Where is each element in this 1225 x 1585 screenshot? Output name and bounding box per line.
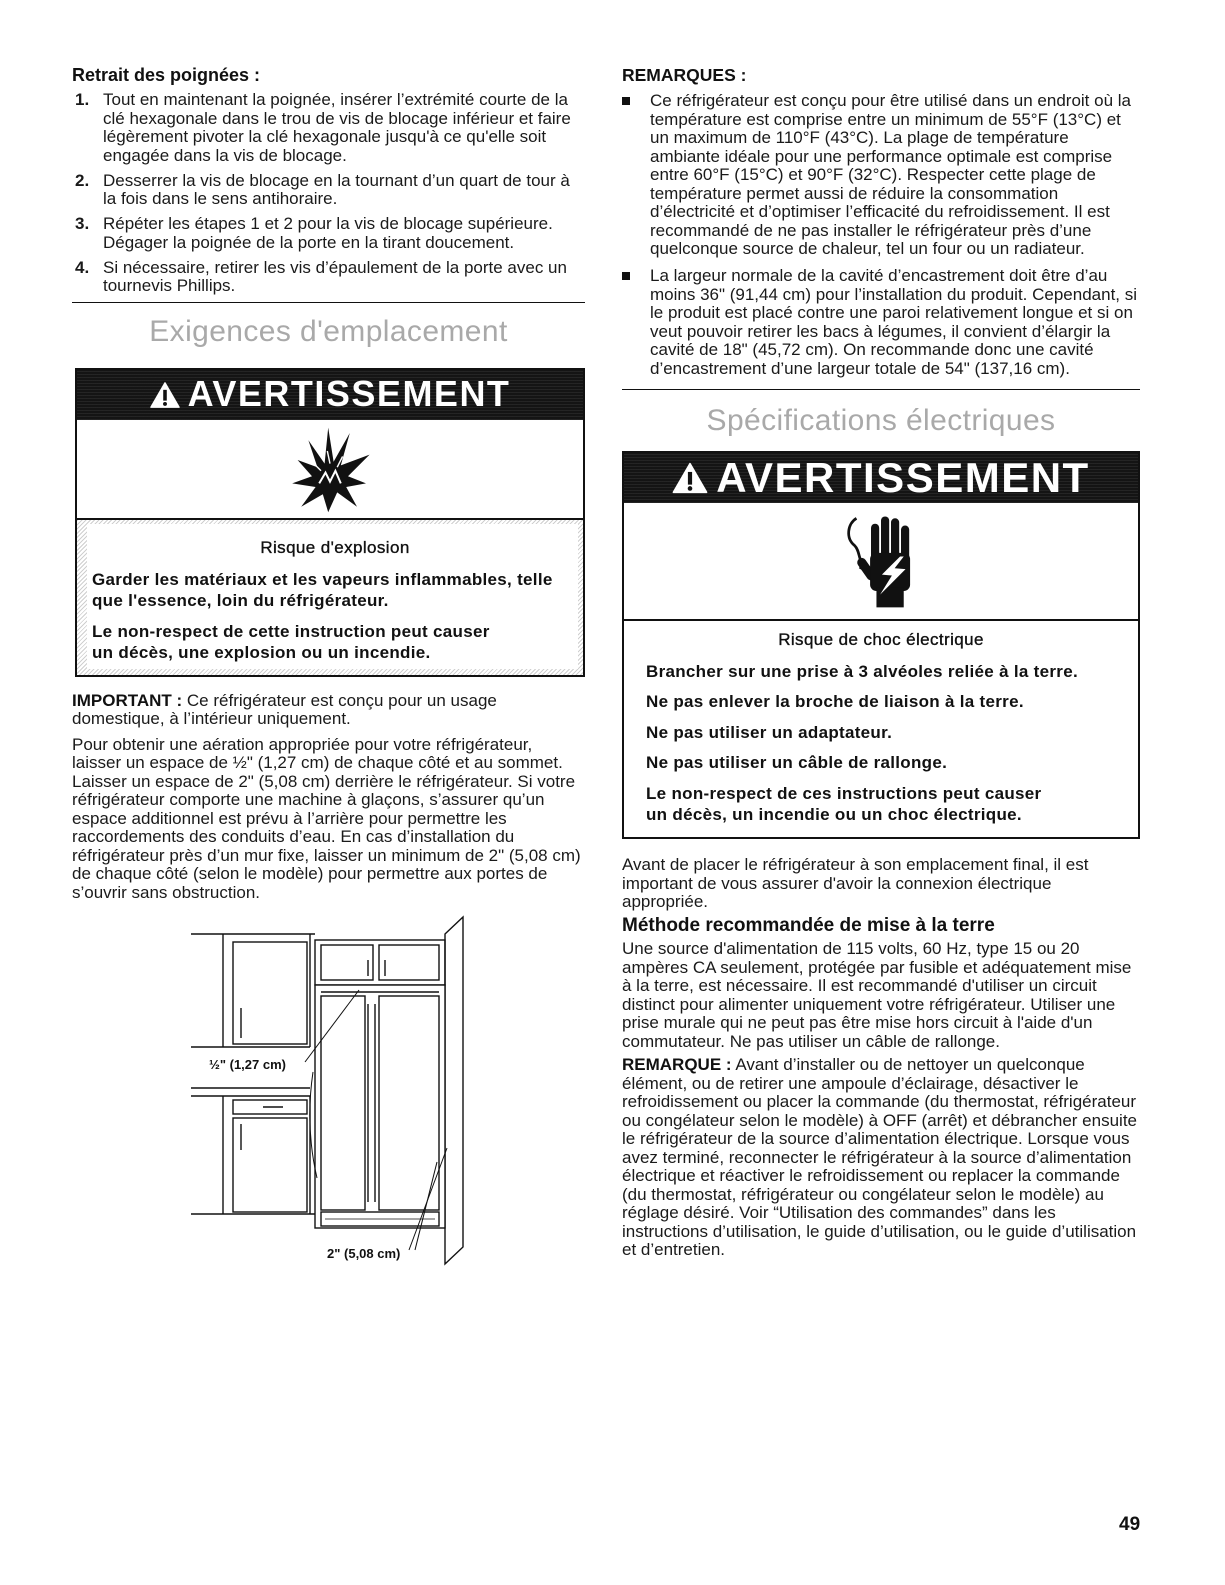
notes-list	[622, 92, 1140, 378]
section-divider	[622, 389, 1140, 390]
note-paragraph	[622, 1056, 1140, 1260]
right-column	[622, 64, 1140, 1260]
note-label: REMARQUE :	[622, 1055, 732, 1074]
explosion-warning-box	[75, 368, 585, 677]
warning-statement	[646, 691, 1138, 712]
electric-shock-icon	[840, 511, 922, 611]
step-number: 1.	[75, 90, 90, 109]
warning-statement-line: Ne pas utiliser un câble de rallonge.	[646, 753, 948, 772]
note-item	[622, 267, 1140, 378]
step-text: Si nécessaire, retirer les vis d’épaulement de la porte avec un tournevis Phillips.	[103, 257, 567, 295]
electrical-requirements-title: Spécifications électriques	[706, 404, 1056, 437]
warning-signal-word: AVERTISSEMENT	[187, 373, 511, 415]
warning-statement-line: Ne pas enlever la broche de liaison à la terre.	[646, 692, 1024, 711]
hazard-title: Risque d'explosion	[260, 537, 410, 557]
clearance-figure	[185, 912, 475, 1267]
warning-statement-line: Garder les matériaux et les vapeurs inflammables, telle	[92, 569, 553, 589]
refrigerator-installation-diagram	[185, 912, 475, 1267]
step-number: 3.	[75, 214, 90, 233]
side-top-clearance-label: ½" (1,27 cm)	[209, 1057, 286, 1072]
step-number: 4.	[75, 257, 90, 277]
important-label: IMPORTANT :	[72, 690, 183, 710]
handle-removal-steps	[72, 91, 585, 296]
warning-statement-line: Le non-respect de ces instructions peut causer	[646, 783, 1042, 803]
warning-text-area	[77, 520, 583, 675]
warning-statement	[646, 752, 1138, 773]
handle-removal-heading: Retrait des poignées :	[72, 65, 261, 85]
warning-triangle-icon	[150, 381, 180, 409]
bullet-marker	[622, 272, 630, 280]
warning-statement	[646, 783, 1138, 825]
location-requirements-title: Exigences d'emplacement	[149, 314, 508, 348]
warning-text-area	[624, 621, 1138, 837]
warning-statement-line: Ne pas utiliser un adaptateur.	[646, 722, 893, 742]
explosion-icon	[285, 424, 375, 514]
section-divider	[72, 302, 585, 303]
warning-text-panel	[87, 524, 578, 669]
warning-statement-line: un décès, un incendie ou un choc électrique.	[646, 804, 1022, 824]
warning-signal-word: AVERTISSEMENT	[716, 453, 1090, 501]
warning-band	[77, 370, 583, 420]
warning-statement-line: un décès, une explosion ou un incendie.	[92, 642, 431, 662]
figure-upper-cabinet	[191, 934, 315, 1047]
note-body: Avant d’installer ou de nettoyer un quelconque élément, ou de retirer une ampoule d’éclairage, désactiver le refroidissement ou placer la commande (du thermostat, réfrigérateur ou congélateur selon le modèle) à OFF (arrêt) et débrancher ensuite le réfrigérateur de la source d’alimentation électrique. Lorsque vous avez terminé, reconnecter le réfrigérateur à la source d’alimentation électrique et réactiver le refroidissement ou replacer la commande (du thermostat, réfrigérateur ou congélateur selon le modèle) au réglage désiré. Voir “Utilisation des commandes” dans les instructions d’utilisation, le guide d’utilisation, ou le guide d’utilisation et d’entretien.	[622, 1055, 1137, 1259]
warning-statement-line: Brancher sur une prise à 3 alvéoles reliée à la terre.	[646, 661, 1078, 681]
step-text: Répéter les étapes 1 et 2 pour la vis de blocage supérieure. Dégager la poignée de la porte en la tirant doucement.	[103, 214, 553, 252]
grounding-paragraph: Une source d'alimentation de 115 volts, 60 Hz, type 15 ou 20 ampères CA seulement, protégée par fusible et adéquatement mise à la terre, est nécessaire. Il est recommandé d'utiliser un circuit distinct pour alimenter uniquement votre réfrigérateur. Utiliser une prise murale qui ne peut pas être mise hors circuit à l'aide d'un commutateur. Ne pas utiliser un câble de rallonge.	[622, 939, 1132, 1051]
warning-icon-area	[77, 420, 583, 520]
bullet-marker	[622, 97, 630, 105]
step-text: Desserrer la vis de blocage en la tournant d’un quart de tour à la fois dans le sens antihoraire.	[103, 170, 570, 208]
page-number: 49	[1119, 1514, 1141, 1535]
important-paragraph	[72, 692, 585, 729]
warning-statement	[92, 569, 578, 611]
warning-triangle-icon	[672, 462, 708, 494]
electric-shock-warning-box	[622, 451, 1140, 839]
warning-statement	[646, 722, 1138, 743]
rear-clearance-label: 2" (5,08 cm)	[327, 1246, 401, 1261]
warning-statement	[646, 661, 1138, 682]
electrical-intro-paragraph: Avant de placer le réfrigérateur à son emplacement final, il est important de vous assurer d'avoir la connexion électrique appropriée.	[622, 855, 1089, 911]
clearance-paragraph: Pour obtenir une aération appropriée pour votre réfrigérateur, laisser un espace de ½" (1,27 cm) de chaque côté et au sommet. Laisser un espace de 2" (5,08 cm) derrière le réfrigérateur. Si votre réfrigérateur comporte une machine à glaçons, s’assurer qu’un espace additionnel est prévu à l’arrière pour permettre les raccordements des conduits d’eau. En cas d’installation du réfrigérateur près d’un mur fixe, laisser un minimum de 2" (5,08 cm) de chaque côté (selon le modèle) pour permettre aux portes de s’ouvrir sans obstruction.	[72, 734, 581, 902]
note-item	[622, 92, 1140, 259]
grounding-method-heading: Méthode recommandée de mise à la terre	[622, 915, 995, 936]
warning-statement-line: Le non-respect de cette instruction peut causer	[92, 621, 490, 641]
step-item	[72, 259, 585, 296]
warning-statement	[92, 621, 578, 663]
note-text: Ce réfrigérateur est conçu pour être utilisé dans un endroit où la température est comprise entre un minimum de 55°F (13°C) et un maximum de 110°F (43°C). La plage de température ambiante idéale pour une performance optimale est comprise entre 60°F (15°C) et 90°F (32°C). Respecter cette plage de température permet aussi de réduire la consommation d’électricité et d’optimiser l’efficacité du refroidissement. Il est recommandé de ne pas installer le réfrigérateur près d’une quelconque source de chaleur, tel un four ou un radiateur.	[650, 91, 1131, 258]
step-item	[72, 215, 585, 252]
step-item	[72, 91, 585, 165]
hazard-title: Risque de choc électrique	[778, 630, 984, 649]
figure-lower-cabinet	[191, 1088, 315, 1214]
warning-statement-line: que l'essence, loin du réfrigérateur.	[92, 590, 389, 610]
notes-heading: REMARQUES :	[622, 65, 747, 85]
step-number: 2.	[75, 170, 90, 190]
warning-band	[624, 453, 1138, 503]
figure-side-panel	[445, 917, 463, 1264]
step-item	[72, 172, 585, 209]
figure-top-cabinet	[315, 940, 445, 985]
figure-refrigerator	[315, 985, 445, 1228]
left-column	[72, 64, 585, 1267]
step-text: Tout en maintenant la poignée, insérer l’extrémité courte de la clé hexagonale dans le trou de vis de blocage inférieur et faire légèrement pivoter la clé hexagonale jusqu'à ce qu'elle soit engagée dans la vis de blocage.	[103, 90, 571, 165]
warning-icon-area	[624, 503, 1138, 621]
important-text: Ce réfrigérateur est conçu pour un usage domestique, à l’intérieur uniquement.	[72, 690, 497, 728]
note-text: La largeur normale de la cavité d’encastrement doit être d’au moins 36" (91,44 cm) pour l’installation du produit. Cependant, si le produit est placé contre une paroi relativement longue et si on veut pouvoir retirer les bacs à légumes, il convient d’élargir la cavité de 18" (45,72 cm). On recommande donc une cavité d’encastrement d’une largeur totale de 54" (137,16 cm).	[650, 266, 1138, 378]
